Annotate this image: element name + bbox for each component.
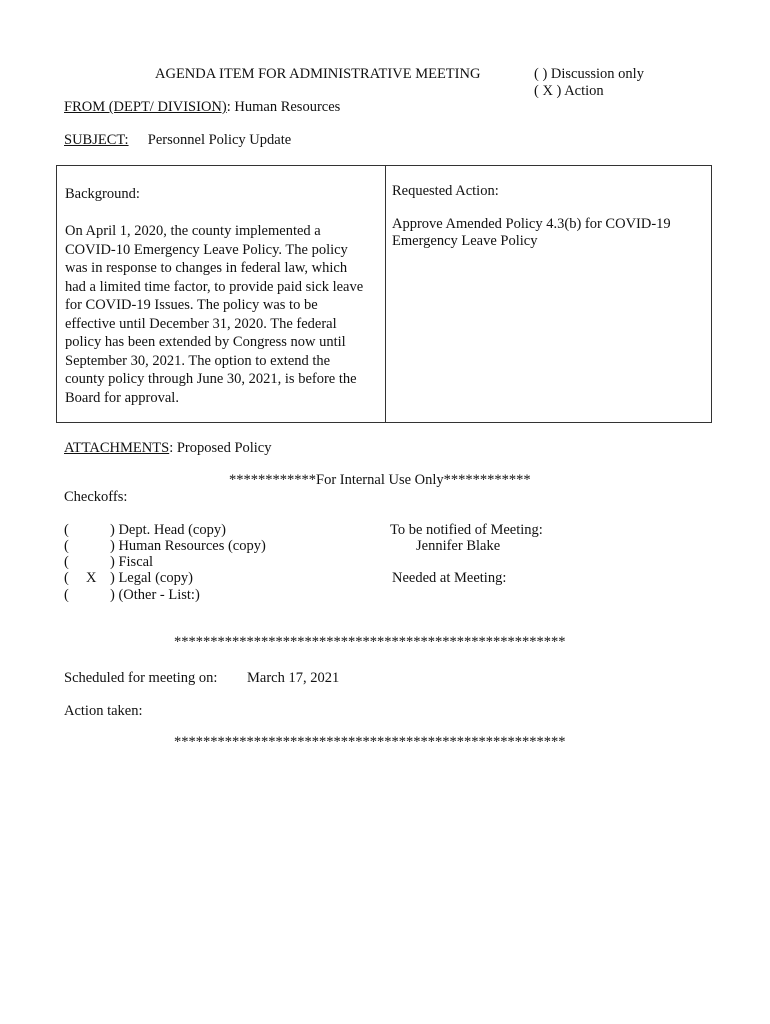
option-action: ( X ) Action bbox=[534, 83, 604, 99]
internal-use-banner: ************For Internal Use Only************ bbox=[229, 472, 531, 488]
checkoff-label: ) Human Resources (copy) bbox=[110, 538, 266, 554]
background-line: Board for approval. bbox=[65, 389, 179, 406]
separator-line: ****************************************************** bbox=[174, 634, 566, 650]
scheduled-label: Scheduled for meeting on: bbox=[64, 670, 218, 686]
background-heading: Background: bbox=[65, 186, 140, 202]
checkoff-paren: ( bbox=[64, 570, 69, 586]
background-line: had a limited time factor, to provide paid sick leave bbox=[65, 278, 364, 295]
background-line: On April 1, 2020, the county implemented a bbox=[65, 223, 321, 239]
checkoff-mark: X bbox=[86, 570, 97, 586]
requested-action-line: Approve Amended Policy 4.3(b) for COVID-19 bbox=[392, 216, 671, 232]
checkoff-label: ) Legal (copy) bbox=[110, 570, 193, 586]
checkoff-paren: ( bbox=[64, 554, 69, 570]
requested-action-text bbox=[392, 216, 708, 250]
checkoffs-heading: Checkoffs: bbox=[64, 489, 128, 505]
page-title: AGENDA ITEM FOR ADMINISTRATIVE MEETING bbox=[155, 66, 481, 82]
checkoff-label: ) Fiscal bbox=[110, 554, 154, 570]
column-divider bbox=[385, 166, 386, 422]
background-line: policy has been extended by Congress now until bbox=[65, 334, 346, 350]
requested-action-heading: Requested Action: bbox=[392, 183, 499, 199]
background-action-table bbox=[56, 165, 712, 423]
checkoff-label: ) Dept. Head (copy) bbox=[110, 522, 226, 538]
attachments-value: : Proposed Policy bbox=[169, 440, 272, 456]
attachments-label: ATTACHMENTS bbox=[64, 440, 170, 456]
background-line: was in response to changes in federal law, which bbox=[65, 260, 348, 276]
option-discussion-only: ( ) Discussion only bbox=[534, 66, 644, 82]
background-line: COVID-10 Emergency Leave Policy. The policy bbox=[65, 241, 348, 258]
subject-label: SUBJECT: bbox=[64, 132, 129, 148]
background-line: county policy through June 30, 2021, is before the bbox=[65, 371, 357, 387]
separator-line: ****************************************************** bbox=[174, 734, 566, 750]
checkoff-paren: ( bbox=[64, 522, 69, 538]
checkoff-paren: ( bbox=[64, 538, 69, 554]
background-line: for COVID-19 Issues. The policy was to be bbox=[65, 297, 318, 313]
subject-value: Personnel Policy Update bbox=[147, 132, 292, 148]
from-value: : Human Resources bbox=[226, 99, 341, 115]
subject-line bbox=[64, 132, 291, 149]
background-line: effective until December 31, 2020. The federal bbox=[65, 315, 337, 332]
attachments-line bbox=[64, 440, 272, 457]
requested-action-line: Emergency Leave Policy bbox=[392, 233, 538, 249]
checkoff-paren: ( bbox=[64, 587, 69, 603]
notify-label: To be notified of Meeting: bbox=[390, 522, 543, 538]
action-taken-label: Action taken: bbox=[64, 703, 143, 719]
scheduled-date: March 17, 2021 bbox=[247, 670, 340, 686]
notify-name: Jennifer Blake bbox=[416, 538, 501, 554]
background-line: September 30, 2021. The option to extend the bbox=[65, 352, 331, 369]
background-text bbox=[65, 222, 381, 407]
needed-at-meeting-label: Needed at Meeting: bbox=[392, 570, 507, 586]
from-line bbox=[64, 99, 340, 116]
from-label: FROM (DEPT/ DIVISION) bbox=[64, 99, 227, 115]
checkoff-label: ) (Other - List:) bbox=[110, 587, 200, 603]
